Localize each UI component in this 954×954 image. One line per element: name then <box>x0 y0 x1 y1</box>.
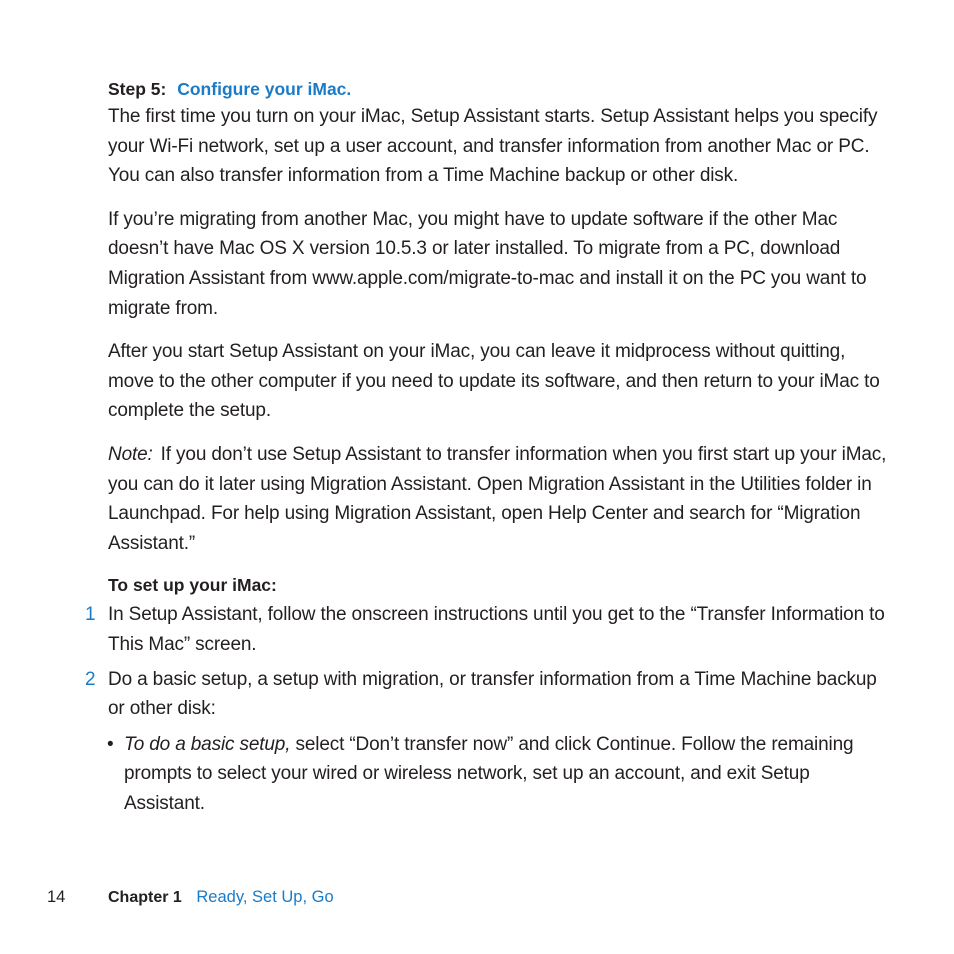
bullet-text: select “Don’t transfer now” and click Continue. Follow the remaining prompts to select your wired or wireless network, set up an account, and exit Setup Assistant. <box>124 733 854 814</box>
note-paragraph <box>108 440 888 558</box>
page-content <box>85 76 888 818</box>
note-label: Note: <box>108 443 153 465</box>
step-label: Step 5: <box>108 79 167 99</box>
paragraph-intro: The first time you turn on your iMac, Setup Assistant starts. Setup Assistant helps you specify your Wi-Fi network, set up a user account, and transfer information from another Mac or PC. You can also transfer information from a Time Machine backup or other disk. <box>108 106 878 187</box>
paragraph-midprocess: After you start Setup Assistant on your iMac, you can leave it midprocess without quitting, move to the other computer if you need to update its software, and then return to your iMac to complete the setup. <box>108 341 880 422</box>
step-number: 1 <box>85 604 96 626</box>
step-text: In Setup Assistant, follow the onscreen instructions until you get to the “Transfer Information to This Mac” screen. <box>108 604 885 655</box>
bullet-icon: • <box>107 733 114 755</box>
step-title: Configure your iMac. <box>177 79 352 99</box>
step-number: 2 <box>85 668 96 690</box>
note-text: If you don’t use Setup Assistant to transfer information when you first start up your iMac, you can do it later using Migration Assistant. Open Migration Assistant in the Utilities folder in Launchpad. For help using Migration Assistant, open Help Center and search for “Migration Assistant.” <box>108 443 887 554</box>
procedure-step-1 <box>85 600 888 659</box>
bullet-basic-setup <box>107 730 888 819</box>
step-text: Do a basic setup, a setup with migration, or transfer information from a Time Machine backup or other disk: <box>108 668 877 720</box>
chapter-info <box>108 884 334 911</box>
chapter-title: Ready, Set Up, Go <box>196 888 334 906</box>
bullet-lead: To do a basic setup, <box>124 733 291 755</box>
page-number: 14 <box>47 888 66 906</box>
procedure-heading: To set up your iMac: <box>108 575 277 596</box>
chapter-label: Chapter 1 <box>108 889 182 906</box>
procedure-step-2 <box>85 665 888 724</box>
step-heading <box>108 76 888 102</box>
paragraph-migration: If you’re migrating from another Mac, you might have to update software if the other Mac doesn’t have Mac OS X version 10.5.3 or later installed. To migrate from a PC, download Migration Assistant from www.apple.com/migrate-to-mac and install it on the PC you want to migrate from. <box>108 208 867 319</box>
